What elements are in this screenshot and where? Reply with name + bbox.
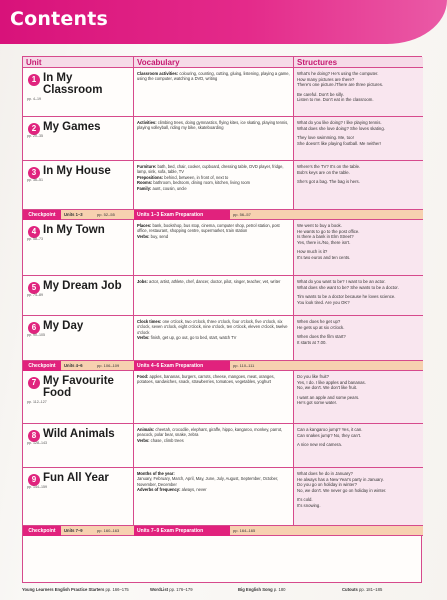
unit-title-line: My Games [43, 121, 101, 133]
vocabulary-label: Food: [137, 374, 149, 379]
vocabulary-words: apples, bananas, burgers, carrots, cheese, mangoes, meat, oranges, potatoes, sandwiches, snack, strawberries, tomatoes, vegetables, yoghurt [137, 374, 275, 385]
unit-title[interactable] [43, 72, 133, 96]
unit-title-line: My Dream Job [43, 280, 122, 292]
structure-line: Listen to me. Don't eat in the classroom. [297, 97, 374, 103]
vocabulary-cell [134, 117, 294, 160]
unit-title-line: In My [43, 72, 73, 84]
unit-row [23, 424, 423, 468]
vocabulary-label: Verbs: [137, 335, 150, 341]
structure-line: What do you like doing? I like playing tennis. [297, 120, 382, 125]
vocabulary-label: Places: [137, 223, 152, 228]
vocabulary-entry [137, 120, 290, 131]
structures-text [297, 223, 420, 261]
vocabulary-words: bank, bookshop, bus stop, cinema, computer shop, petrol station, post office, restaurant, shopping centre, supermarket, train station [137, 223, 280, 234]
vocabulary-entry [137, 223, 290, 234]
structures-text [297, 120, 420, 146]
vocabulary-words: January, February, March, April, May, June, July, August, September, October, November, December [137, 476, 279, 487]
structure-line: Do you go on holiday in winter? [297, 482, 357, 488]
vocabulary-words: bath, bed, chair, cooker, cupboard, dressing table, DVD player, fridge, lamp, sink, sofa, table, TV [137, 164, 284, 175]
exam-preparation-pages: pp. 110–111 [233, 363, 255, 368]
structure-line: What's he doing? He's using the computer. [297, 71, 379, 76]
checkpoint-pages: pp. 52–55 [97, 212, 115, 217]
vocabulary-label: Prepositions: [137, 174, 164, 180]
exam-preparation-pages: pp. 164–165 [233, 528, 256, 533]
unit-cell[interactable] [23, 117, 134, 160]
structure-line: You look tired. Are you OK? [297, 299, 350, 305]
vocabulary-cell [134, 276, 294, 315]
footer-reference[interactable]: Big English Song p. 180 [238, 587, 286, 592]
column-header-structures: Structures [294, 57, 423, 68]
page-title: Contents [10, 8, 109, 30]
structure-line: No, we don't. We never go on holiday in winter. [297, 487, 387, 493]
unit-title[interactable] [43, 472, 133, 484]
unit-pages: pp. 112–127 [27, 400, 47, 404]
structure-line: What does she love doing? She loves skating. [297, 125, 385, 131]
vocabulary-entry [137, 487, 290, 492]
structure-line: Bob's keys are on the table. [297, 169, 350, 175]
vocabulary-entry [137, 164, 290, 175]
structure-line: Yes, I do. I like apples and bananas. [297, 379, 366, 385]
structure-line: Is there a bank in Elm Street? [297, 234, 354, 240]
structures-cell [294, 220, 423, 275]
vocabulary-words: one o'clock, two o'clock, three o'clock, four o'clock, five o'clock, six o'clock, seven o'clock, eight o'clock, nine o'clock, ten o'clock, eleven o'clock, twelve o'clock [137, 319, 288, 335]
structure-line: Tim wants to be a doctor because he loves science. [297, 294, 396, 300]
vocabulary-label: Months of the year: [137, 471, 175, 476]
column-header-vocabulary: Vocabulary [134, 57, 294, 68]
exam-preparation-label[interactable]: Units 4–6 Exam Preparation [134, 361, 230, 371]
unit-number-badge: 8 [28, 430, 40, 442]
vocabulary-words: colouring, counting, cutting, gluing, listening, playing a game, using the computer, watching a DVD, writing [137, 71, 290, 82]
unit-number-badge: 3 [28, 167, 40, 179]
unit-cell[interactable] [23, 68, 134, 116]
unit-pages: pp. 90–105 [27, 333, 45, 337]
unit-title[interactable] [43, 165, 133, 177]
vocabulary-cell [134, 468, 294, 525]
structure-line: When does he get up? [297, 319, 341, 324]
vocabulary-entry [137, 438, 290, 443]
unit-row [23, 316, 423, 361]
unit-title[interactable] [43, 280, 133, 292]
footer-reference[interactable]: Cutouts pp. 181–185 [342, 587, 383, 592]
vocabulary-entry [137, 374, 290, 385]
unit-pages: pp. 128–143 [27, 441, 47, 445]
structures-text [297, 319, 420, 345]
contents-table [22, 56, 422, 583]
vocabulary-words: chase, climb trees [149, 437, 184, 443]
structure-line: A nice new red camera. [297, 442, 342, 448]
unit-cell[interactable] [23, 424, 134, 467]
unit-cell[interactable] [23, 220, 134, 275]
unit-cell[interactable] [23, 161, 134, 209]
vocabulary-words: bathroom, bedroom, dining room, kitchen, living room [152, 180, 251, 186]
vocabulary-label: Classroom activities: [137, 71, 179, 76]
vocabulary-entry [137, 71, 290, 82]
structures-text [297, 71, 420, 103]
vocabulary-label: Rooms: [137, 180, 153, 186]
structure-line: It's two euros and ten cents. [297, 254, 351, 260]
checkpoint-units: Units 4–6 [64, 363, 83, 368]
unit-title-line: My Day [43, 320, 84, 332]
structure-line: When does the film start? [297, 334, 346, 340]
unit-pages: pp. 58–73 [27, 237, 43, 241]
unit-cell[interactable] [23, 468, 134, 525]
unit-number-badge: 2 [28, 123, 40, 135]
structure-line: What do you want to be? I want to be an actor. [297, 279, 386, 284]
checkpoint-units: Units 7–9 [64, 528, 83, 533]
unit-number-badge: 7 [28, 377, 40, 389]
structure-line: She doesn't like playing football. Me neither! [297, 140, 381, 146]
structure-line: He's got some water. [297, 400, 337, 406]
vocabulary-words: cheetah, crocodile, elephant, giraffe, hippo, kangaroo, monkey, parrot, peacock, polar bear, snake, zebra [137, 427, 283, 438]
unit-title-line: Classroom [43, 84, 103, 96]
structures-cell [294, 276, 423, 315]
unit-pages: pp. 20–35 [27, 134, 43, 138]
vocabulary-label: Verbs: [137, 437, 150, 443]
checkpoint-pages: pp. 106–109 [97, 363, 120, 368]
structures-cell [294, 468, 423, 525]
unit-pages: pp. 36–51 [27, 178, 43, 182]
vocabulary-label: Clock times: [137, 319, 162, 324]
structure-line: Can a kangaroo jump? Yes, it can. [297, 427, 363, 432]
vocabulary-entry [137, 234, 290, 239]
footer-reference[interactable]: Young Learners English Practice Starters pp. 166–175 [22, 587, 129, 592]
structures-cell [294, 371, 423, 423]
vocabulary-words: buy, send [149, 233, 169, 239]
checkpoint-units: Units 1–3 [64, 212, 83, 217]
vocabulary-label: Adverbs of frequency: [137, 487, 181, 493]
structures-cell [294, 316, 423, 360]
checkpoint-label[interactable]: Checkpoint [23, 361, 61, 371]
checkpoint-band [23, 210, 423, 220]
vocabulary-entry [137, 476, 290, 487]
unit-row [23, 468, 423, 526]
exam-preparation-label[interactable]: Units 7–9 Exam Preparation [134, 526, 230, 536]
vocabulary-words: actor, artist, athlete, chef, dancer, doctor, pilot, singer, teacher, vet, writer [147, 279, 281, 284]
vocabulary-label: Activities: [137, 120, 157, 125]
vocabulary-entry [137, 427, 290, 438]
vocabulary-entry [137, 335, 290, 340]
footer-references [22, 585, 422, 595]
vocabulary-cell [134, 316, 294, 360]
unit-row [23, 68, 423, 117]
structures-text [297, 471, 420, 509]
structure-line: There's one picture./There are three pictures. [297, 82, 384, 88]
vocabulary-label: Jobs: [137, 279, 148, 284]
unit-title[interactable] [43, 375, 133, 399]
vocabulary-cell [134, 220, 294, 275]
vocabulary-label: Verbs: [137, 233, 150, 239]
structures-text [297, 374, 420, 406]
structures-cell [294, 424, 423, 467]
structures-text [297, 427, 420, 448]
unit-cell[interactable] [23, 371, 134, 423]
unit-number-badge: 9 [28, 474, 40, 486]
unit-cell[interactable] [23, 316, 134, 360]
vocabulary-words: behind, between, in front of, next to [163, 174, 229, 180]
structure-line: He gets up at six o'clock. [297, 324, 345, 330]
exam-preparation-pages: pp. 56–57 [233, 212, 251, 217]
vocabulary-cell [134, 68, 294, 116]
footer-reference-pages: p. 180 [273, 587, 286, 592]
unit-title[interactable] [43, 428, 133, 440]
unit-number-badge: 4 [28, 226, 40, 238]
unit-title-line: In My Town [43, 224, 105, 236]
vocabulary-label: Furniture: [137, 164, 157, 169]
unit-title-line: Wild Animals [43, 428, 115, 440]
checkpoint-band [23, 526, 423, 536]
unit-pages: pp. 4–19 [27, 97, 41, 101]
structure-line: It's snowing. [297, 502, 321, 508]
checkpoint-pages: pp. 160–163 [97, 528, 120, 533]
unit-title[interactable] [43, 320, 133, 332]
unit-row [23, 220, 423, 276]
unit-title-line: My Favourite [43, 375, 114, 387]
vocabulary-entry [137, 186, 290, 191]
unit-title[interactable] [43, 224, 133, 236]
structure-line: Be careful. Don't be silly. [297, 91, 344, 97]
unit-row [23, 161, 423, 210]
structure-line: It starts at 7.00. [297, 339, 327, 345]
structure-line: She's got a bag. The bag is hers. [297, 179, 360, 185]
structure-line: No, we don't. We don't like fruit. [297, 385, 358, 391]
unit-pages: pp. 74–89 [27, 293, 43, 297]
vocabulary-cell [134, 161, 294, 209]
structure-line: I want an apple and some pears. [297, 394, 360, 400]
unit-number-badge: 6 [28, 322, 40, 334]
vocabulary-words: always, never [180, 487, 207, 493]
structure-line: It's cold. [297, 497, 313, 503]
vocabulary-cell [134, 424, 294, 467]
structures-cell [294, 161, 423, 209]
vocabulary-entry [137, 319, 290, 335]
structures-text [297, 279, 420, 305]
footer-reference-pages: pp. 166–175 [105, 587, 129, 592]
unit-cell[interactable] [23, 276, 134, 315]
vocabulary-words: climbing trees, doing gymnastics, flying kites, ice skating, playing tennis, playing volleyball, riding my bike, skateboarding [137, 120, 289, 131]
structure-line: They love swimming. Me, too! [297, 135, 354, 141]
structure-line: Can snakes jump? No, they can't. [297, 432, 362, 438]
vocabulary-entry [137, 279, 290, 284]
unit-pages: pp. 144–159 [27, 485, 47, 489]
unit-title-line: Food [43, 387, 72, 399]
footer-reference-pages: pp. 176–179 [169, 587, 193, 592]
vocabulary-words: finish, get up, go out, go to bed, start, watch TV [149, 335, 237, 341]
structure-line: How many pictures are there? [297, 76, 355, 82]
unit-row [23, 371, 423, 424]
checkpoint-label[interactable]: Checkpoint [23, 526, 61, 536]
exam-preparation-label[interactable]: Units 1–3 Exam Preparation [134, 210, 230, 220]
vocabulary-label: Family: [137, 185, 152, 191]
vocabulary-cell [134, 371, 294, 423]
vocabulary-label: Animals: [137, 427, 155, 432]
footer-reference[interactable]: WordList pp. 176–179 [150, 587, 193, 592]
structures-text [297, 164, 420, 185]
footer-reference-pages: pp. 181–185 [358, 587, 383, 592]
unit-row [23, 117, 423, 161]
structure-line: How much is it? [297, 249, 328, 255]
structure-line: He wants to go to the post office. [297, 228, 360, 234]
checkpoint-band [23, 361, 423, 371]
structure-line: He always has a New Year's party in January. [297, 476, 384, 482]
checkpoint-label[interactable]: Checkpoint [23, 210, 61, 220]
unit-number-badge: 5 [28, 282, 40, 294]
unit-title-line: Fun All Year [43, 472, 109, 484]
structure-line: What does he do in January? [297, 471, 353, 476]
column-header-unit: Unit [23, 57, 134, 68]
structure-line: We went to buy a book. [297, 223, 342, 228]
unit-number-badge: 1 [28, 74, 40, 86]
unit-title-line: In My House [43, 165, 111, 177]
header-banner [0, 0, 447, 44]
vocabulary-words: aunt, cousin, uncle [151, 185, 187, 191]
unit-title[interactable] [43, 121, 133, 133]
structure-line: Do you like fruit? [297, 374, 330, 379]
structures-cell [294, 68, 423, 116]
structures-cell [294, 117, 423, 160]
structure-line: Yes, there is./No, there isn't. [297, 239, 351, 245]
structure-line: What does she want to be? She wants to be a doctor. [297, 284, 399, 290]
structure-line: Where's the TV? It's on the table. [297, 164, 361, 169]
unit-row [23, 276, 423, 316]
